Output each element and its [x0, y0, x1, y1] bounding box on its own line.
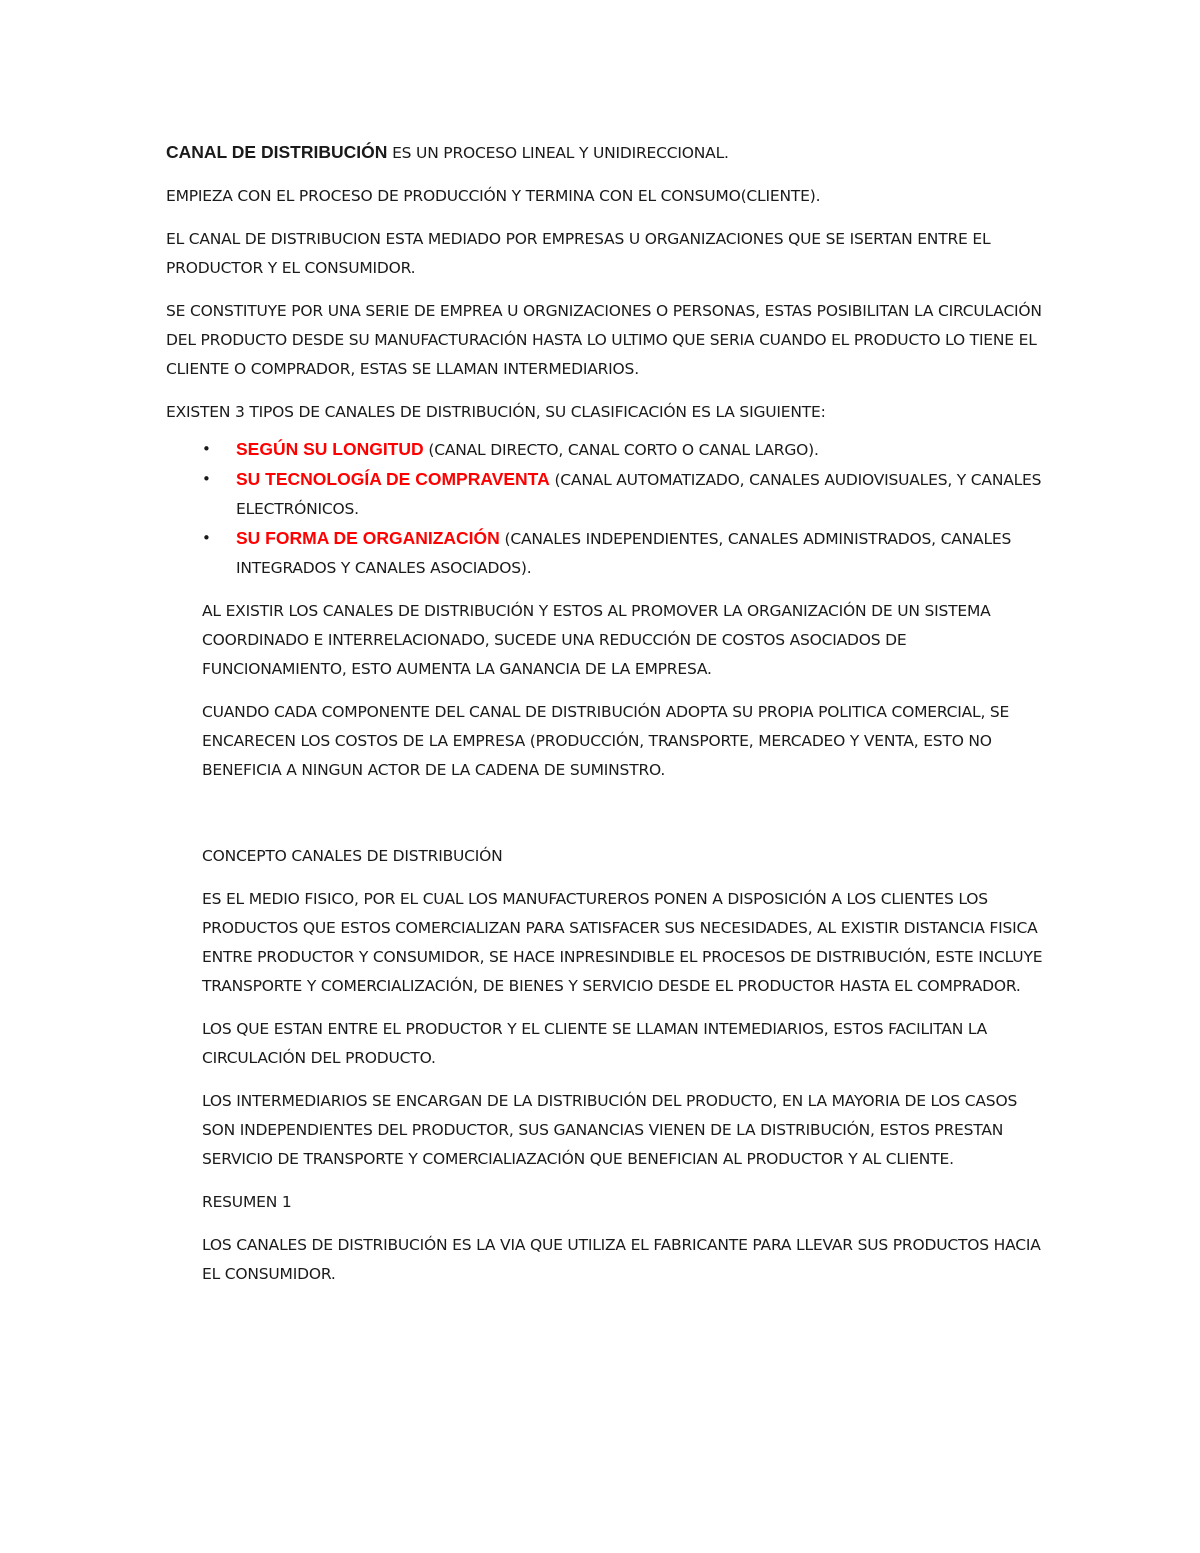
section-heading: CONCEPTO CANALES DE DISTRIBUCIÓN: [202, 847, 503, 865]
bullet-highlight: SU FORMA DE ORGANIZACIÓN: [236, 528, 500, 548]
paragraph: LOS QUE ESTAN ENTRE EL PRODUCTOR Y EL CLIENTE SE LLAMAN INTEMEDIARIOS, ESTOS FACILITAN LA CIRCULACIÓN DEL PRODUCTO.: [202, 1020, 988, 1067]
bullet-detail: (CANAL DIRECTO, CANAL CORTO O CANAL LARGO).: [423, 441, 819, 459]
paragraph: EL CANAL DE DISTRIBUCION ESTA MEDIADO POR EMPRESAS U ORGANIZACIONES QUE SE ISERTAN ENTRE EL PRODUCTOR Y EL CONSUMIDOR.: [166, 230, 991, 277]
indented-paragraph: CUANDO CADA COMPONENTE DEL CANAL DE DISTRIBUCIÓN ADOPTA SU PROPIA POLITICA COMERCIAL, SE ENCARECEN LOS COSTOS DE LA EMPRESA (PRODUCCIÓN, TRANSPORTE, MERCADEO Y VENTA, ESTO NO BENEFICIA A NINGUN ACTOR DE LA CADENA DE SUMINSTRO.: [202, 703, 1010, 779]
bullet-icon: •: [202, 470, 211, 488]
channel-types-list: [166, 435, 1046, 583]
bullet-icon: •: [202, 529, 211, 547]
intro-paragraph: [166, 138, 1046, 168]
document-title: CANAL DE DISTRIBUCIÓN: [166, 142, 388, 162]
list-item: [166, 524, 1046, 583]
bullet-highlight: SEGÚN SU LONGITUD: [236, 439, 424, 459]
bullet-detail: (CANAL AUTOMATIZADO, CANALES AUDIOVISUALES, Y CANALES ELECTRÓNICOS.: [236, 471, 1042, 518]
summary-paragraph: LOS CANALES DE DISTRIBUCIÓN ES LA VIA QUE UTILIZA EL FABRICANTE PARA LLEVAR SUS PRODUCTOS HACIA EL CONSUMIDOR.: [202, 1236, 1041, 1283]
list-item: [166, 435, 1046, 465]
bullet-icon: •: [202, 440, 211, 458]
summary-heading: RESUMEN 1: [202, 1193, 292, 1211]
document-body: [166, 138, 1046, 1303]
paragraph: LOS INTERMEDIARIOS SE ENCARGAN DE LA DISTRIBUCIÓN DEL PRODUCTO, EN LA MAYORIA DE LOS CASOS SON INDEPENDIENTES DEL PRODUCTOR, SUS GANANCIAS VIENEN DE LA DISTRIBUCIÓN, ESTOS PRESTAN SERVICIO DE TRANSPORTE Y COMERCIALIAZACIÓN QUE BENEFICIAN AL PRODUCTOR Y AL CLIENTE.: [202, 1092, 1018, 1168]
blank-line: [166, 799, 1046, 842]
paragraph: SE CONSTITUYE POR UNA SERIE DE EMPREA U ORGNIZACIONES O PERSONAS, ESTAS POSIBILITAN LA CIRCULACIÓN DEL PRODUCTO DESDE SU MANUFACTURACIÓN HASTA LO ULTIMO QUE SERIA CUANDO EL PRODUCTO LO TIENE EL CLIENTE O COMPRADOR, ESTAS SE LLAMAN INTERMEDIARIOS.: [166, 302, 1042, 378]
bullet-highlight: SU TECNOLOGÍA DE COMPRAVENTA: [236, 469, 550, 489]
paragraph: ES EL MEDIO FISICO, POR EL CUAL LOS MANUFACTUREROS PONEN A DISPOSICIÓN A LOS CLIENTES LOS PRODUCTOS QUE ESTOS COMERCIALIZAN PARA SATISFACER SUS NECESIDADES, AL EXISTIR DISTANCIA FISICA ENTRE PRODUCTOR Y CONSUMIDOR, SE HACE INPRESINDIBLE EL PROCESOS DE DISTRIBUCIÓN, ESTE INCLUYE TRANSPORTE Y COMERCIALIZACIÓN, DE BIENES Y SERVICIO DESDE EL PRODUCTOR HASTA EL COMPRADOR.: [202, 890, 1043, 995]
paragraph: EMPIEZA CON EL PROCESO DE PRODUCCIÓN Y TERMINA CON EL CONSUMO(CLIENTE).: [166, 187, 821, 205]
indented-paragraph: AL EXISTIR LOS CANALES DE DISTRIBUCIÓN Y ESTOS AL PROMOVER LA ORGANIZACIÓN DE UN SISTEMA COORDINADO E INTERRELACIONADO, SUCEDE UNA REDUCCIÓN DE COSTOS ASOCIADOS DE FUNCIONAMIENTO, ESTO AUMENTA LA GANANCIA DE LA EMPRESA.: [202, 602, 991, 678]
intro-text: ES UN PROCESO LINEAL Y UNIDIRECCIONAL.: [387, 144, 729, 162]
bullet-detail: (CANALES INDEPENDIENTES, CANALES ADMINISTRADOS, CANALES INTEGRADOS Y CANALES ASOCIADOS).: [236, 530, 1012, 577]
paragraph: EXISTEN 3 TIPOS DE CANALES DE DISTRIBUCIÓN, SU CLASIFICACIÓN ES LA SIGUIENTE:: [166, 403, 826, 421]
list-item: [166, 465, 1046, 524]
